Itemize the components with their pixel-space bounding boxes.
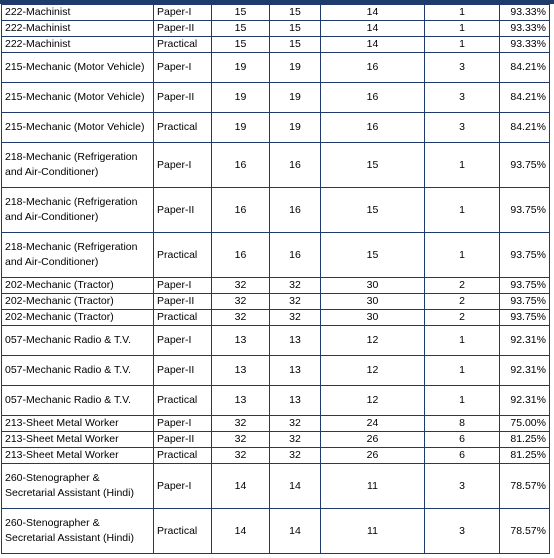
trade-cell: 202-Mechanic (Tractor): [2, 294, 154, 310]
paper-cell: Practical: [154, 448, 212, 464]
percentage-cell: 93.33%: [500, 37, 550, 53]
percentage-cell: 78.57%: [500, 464, 550, 509]
count-c-cell: 15: [321, 188, 425, 233]
table-row: [2, 310, 550, 326]
percentage-cell: 93.75%: [500, 233, 550, 278]
trade-cell: 218-Mechanic (Refrigeration and Air-Conditioner): [2, 188, 154, 233]
count-a-cell: 16: [212, 233, 270, 278]
table-row: [2, 53, 550, 83]
count-c-cell: 12: [321, 386, 425, 416]
count-c-cell: 16: [321, 83, 425, 113]
percentage-cell: 93.33%: [500, 21, 550, 37]
trade-cell: 218-Mechanic (Refrigeration and Air-Conditioner): [2, 233, 154, 278]
paper-cell: Paper-I: [154, 53, 212, 83]
percentage-cell: 81.25%: [500, 448, 550, 464]
count-a-cell: 19: [212, 113, 270, 143]
trade-cell: 215-Mechanic (Motor Vehicle): [2, 83, 154, 113]
percentage-cell: 81.25%: [500, 432, 550, 448]
paper-cell: Paper-I: [154, 416, 212, 432]
trade-cell: 057-Mechanic Radio & T.V.: [2, 326, 154, 356]
count-a-cell: 32: [212, 278, 270, 294]
paper-cell: Paper-I: [154, 464, 212, 509]
paper-cell: Paper-II: [154, 188, 212, 233]
count-a-cell: 32: [212, 416, 270, 432]
count-b-cell: 16: [270, 233, 321, 278]
paper-cell: Paper-II: [154, 432, 212, 448]
trade-cell: 260-Stenographer & Secretarial Assistant (Hindi): [2, 509, 154, 554]
paper-cell: Paper-I: [154, 326, 212, 356]
count-b-cell: 14: [270, 464, 321, 509]
count-a-cell: 15: [212, 21, 270, 37]
trade-cell: 215-Mechanic (Motor Vehicle): [2, 113, 154, 143]
table-row: [2, 448, 550, 464]
count-d-cell: 1: [425, 356, 500, 386]
count-d-cell: 2: [425, 294, 500, 310]
table-row: [2, 188, 550, 233]
trade-cell: 213-Sheet Metal Worker: [2, 448, 154, 464]
table-row: [2, 326, 550, 356]
paper-cell: Paper-II: [154, 21, 212, 37]
table-row: [2, 509, 550, 554]
count-d-cell: 1: [425, 37, 500, 53]
percentage-cell: 84.21%: [500, 53, 550, 83]
count-c-cell: 14: [321, 37, 425, 53]
count-b-cell: 13: [270, 386, 321, 416]
count-d-cell: 2: [425, 278, 500, 294]
count-b-cell: 16: [270, 188, 321, 233]
count-b-cell: 32: [270, 448, 321, 464]
count-d-cell: 3: [425, 113, 500, 143]
count-a-cell: 14: [212, 464, 270, 509]
table-row: [2, 416, 550, 432]
percentage-cell: 84.21%: [500, 113, 550, 143]
percentage-cell: 75.00%: [500, 416, 550, 432]
table-row: [2, 294, 550, 310]
count-c-cell: 30: [321, 310, 425, 326]
paper-cell: Practical: [154, 509, 212, 554]
percentage-cell: 92.31%: [500, 386, 550, 416]
count-d-cell: 6: [425, 448, 500, 464]
percentage-cell: 78.57%: [500, 509, 550, 554]
count-a-cell: 32: [212, 448, 270, 464]
paper-cell: Paper-I: [154, 278, 212, 294]
count-b-cell: 16: [270, 143, 321, 188]
count-d-cell: 1: [425, 21, 500, 37]
paper-cell: Paper-II: [154, 83, 212, 113]
count-c-cell: 15: [321, 143, 425, 188]
count-d-cell: 3: [425, 464, 500, 509]
percentage-cell: 93.75%: [500, 294, 550, 310]
trade-cell: 213-Sheet Metal Worker: [2, 416, 154, 432]
count-a-cell: 15: [212, 5, 270, 21]
percentage-cell: 93.33%: [500, 5, 550, 21]
count-d-cell: 1: [425, 326, 500, 356]
percentage-cell: 93.75%: [500, 278, 550, 294]
paper-cell: Paper-II: [154, 294, 212, 310]
count-c-cell: 12: [321, 356, 425, 386]
count-b-cell: 14: [270, 509, 321, 554]
table-row: [2, 143, 550, 188]
table-row: [2, 464, 550, 509]
count-d-cell: 8: [425, 416, 500, 432]
count-d-cell: 1: [425, 143, 500, 188]
count-c-cell: 26: [321, 432, 425, 448]
count-d-cell: 3: [425, 83, 500, 113]
paper-cell: Paper-II: [154, 356, 212, 386]
table-row: [2, 37, 550, 53]
count-c-cell: 14: [321, 5, 425, 21]
trade-cell: 222-Machinist: [2, 21, 154, 37]
count-b-cell: 19: [270, 53, 321, 83]
paper-cell: Practical: [154, 113, 212, 143]
table-row: [2, 21, 550, 37]
count-d-cell: 6: [425, 432, 500, 448]
count-a-cell: 19: [212, 53, 270, 83]
paper-cell: Practical: [154, 233, 212, 278]
count-d-cell: 1: [425, 386, 500, 416]
table-row: [2, 5, 550, 21]
results-table-body: [2, 5, 550, 554]
trade-cell: 057-Mechanic Radio & T.V.: [2, 356, 154, 386]
paper-cell: Paper-I: [154, 5, 212, 21]
count-d-cell: 3: [425, 509, 500, 554]
count-b-cell: 32: [270, 294, 321, 310]
count-c-cell: 11: [321, 509, 425, 554]
count-a-cell: 13: [212, 356, 270, 386]
paper-cell: Practical: [154, 310, 212, 326]
table-row: [2, 356, 550, 386]
count-a-cell: 19: [212, 83, 270, 113]
trade-cell: 213-Sheet Metal Worker: [2, 432, 154, 448]
count-c-cell: 26: [321, 448, 425, 464]
count-c-cell: 14: [321, 21, 425, 37]
count-a-cell: 13: [212, 326, 270, 356]
count-a-cell: 16: [212, 143, 270, 188]
count-d-cell: 1: [425, 188, 500, 233]
trade-cell: 202-Mechanic (Tractor): [2, 310, 154, 326]
count-a-cell: 15: [212, 37, 270, 53]
count-b-cell: 19: [270, 83, 321, 113]
count-b-cell: 15: [270, 21, 321, 37]
count-b-cell: 32: [270, 278, 321, 294]
percentage-cell: 84.21%: [500, 83, 550, 113]
table-row: [2, 386, 550, 416]
trade-cell: 260-Stenographer & Secretarial Assistant (Hindi): [2, 464, 154, 509]
count-b-cell: 32: [270, 310, 321, 326]
count-d-cell: 1: [425, 5, 500, 21]
table-row: [2, 233, 550, 278]
trade-cell: 218-Mechanic (Refrigeration and Air-Conditioner): [2, 143, 154, 188]
paper-cell: Paper-I: [154, 143, 212, 188]
count-d-cell: 3: [425, 53, 500, 83]
count-a-cell: 16: [212, 188, 270, 233]
table-row: [2, 432, 550, 448]
table-row: [2, 113, 550, 143]
table-row: [2, 83, 550, 113]
count-b-cell: 15: [270, 5, 321, 21]
paper-cell: Practical: [154, 37, 212, 53]
count-c-cell: 15: [321, 233, 425, 278]
percentage-cell: 92.31%: [500, 356, 550, 386]
count-d-cell: 2: [425, 310, 500, 326]
count-c-cell: 16: [321, 113, 425, 143]
trade-cell: 215-Mechanic (Motor Vehicle): [2, 53, 154, 83]
percentage-cell: 92.31%: [500, 326, 550, 356]
count-b-cell: 19: [270, 113, 321, 143]
count-b-cell: 13: [270, 326, 321, 356]
count-c-cell: 30: [321, 278, 425, 294]
percentage-cell: 93.75%: [500, 310, 550, 326]
percentage-cell: 93.75%: [500, 188, 550, 233]
results-table: [1, 4, 550, 554]
trade-cell: 222-Machinist: [2, 5, 154, 21]
count-b-cell: 13: [270, 356, 321, 386]
count-a-cell: 32: [212, 294, 270, 310]
table-row: [2, 278, 550, 294]
count-b-cell: 32: [270, 432, 321, 448]
count-b-cell: 32: [270, 416, 321, 432]
count-a-cell: 13: [212, 386, 270, 416]
count-c-cell: 24: [321, 416, 425, 432]
count-a-cell: 32: [212, 432, 270, 448]
trade-cell: 222-Machinist: [2, 37, 154, 53]
count-d-cell: 1: [425, 233, 500, 278]
count-a-cell: 32: [212, 310, 270, 326]
count-b-cell: 15: [270, 37, 321, 53]
paper-cell: Practical: [154, 386, 212, 416]
count-c-cell: 11: [321, 464, 425, 509]
count-c-cell: 30: [321, 294, 425, 310]
percentage-cell: 93.75%: [500, 143, 550, 188]
count-c-cell: 12: [321, 326, 425, 356]
count-a-cell: 14: [212, 509, 270, 554]
trade-cell: 057-Mechanic Radio & T.V.: [2, 386, 154, 416]
trade-cell: 202-Mechanic (Tractor): [2, 278, 154, 294]
count-c-cell: 16: [321, 53, 425, 83]
